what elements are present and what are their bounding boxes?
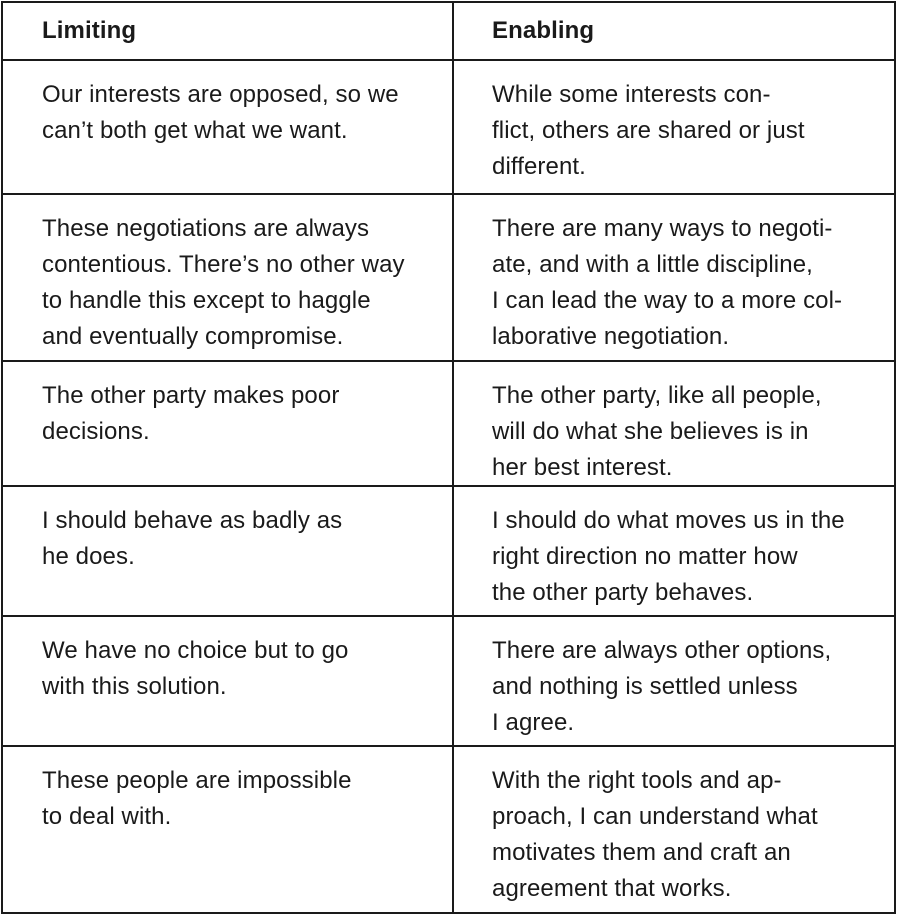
- row-1-limiting: Our interests are opposed, so we can’t both get what we want.: [3, 61, 452, 195]
- header-limiting: Limiting: [3, 3, 452, 61]
- row-6-enabling: With the right tools and ap- proach, I can understand what motivates them and craft an agreement that works.: [452, 747, 894, 912]
- row-5-limiting: We have no choice but to go with this solution.: [3, 617, 452, 747]
- row-2-limiting: These negotiations are always contentious. There’s no other way to handle this except to haggle and eventually compromise.: [3, 195, 452, 362]
- row-6-limiting: These people are impossible to deal with.: [42, 767, 352, 830]
- header-enabling: Enabling: [452, 3, 894, 61]
- row-4-enabling: I should do what moves us in the right direction no matter how the other party behaves.: [452, 487, 894, 617]
- row-1-enabling: While some interests con- flict, others are shared or just different.: [452, 61, 894, 195]
- row-2-enabling: There are many ways to negoti- ate, and with a little discipline, I can lead the way to a more col- laborative negotiation.: [452, 195, 894, 362]
- mindset-table: [1, 1, 896, 914]
- row-5-enabling: There are always other options, and nothing is settled unless I agree.: [452, 617, 894, 747]
- row-4-limiting: I should behave as badly as he does.: [3, 487, 452, 617]
- row-3-enabling: The other party, like all people, will do what she believes is in her best interest.: [452, 362, 894, 487]
- row-3-limiting: The other party makes poor decisions.: [3, 362, 452, 487]
